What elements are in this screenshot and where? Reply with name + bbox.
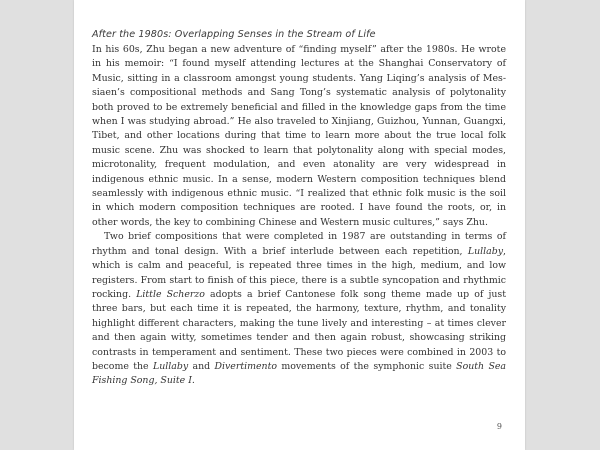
text-run: .: [191, 375, 195, 387]
text-run: adopts a brief Cantonese folk song theme made up of just three bars, but each time it is repeated, the harmony, texture, rhythm, and tonality highlight different characters, making the tune lively and interesting – at times clever and then again witty, sometimes tender and then again robust, showcasing striking contrasts in temperament and sentiment. These two pieces were combined in 2003 to become the: [92, 288, 507, 372]
italic-title: Lullaby: [152, 360, 189, 372]
paragraph-2: [92, 230, 506, 388]
page-content: [92, 28, 506, 389]
paragraph-1: [92, 43, 506, 230]
italic-title: South Sea Fishing Song, Suite I: [92, 360, 507, 387]
text-run: Two brief compositions that were completed in 1987 are outstanding in terms of rhythm and tonal design. With a brief interlude between each repetition,: [92, 231, 506, 257]
text-run: movements of the symphonic suite: [276, 360, 457, 372]
page-number: 9: [496, 422, 502, 431]
italic-title: Little Scherzo: [136, 288, 205, 300]
text-run: In his 60s, Zhu began a new adventure of “finding myself” after the 1980s. He wrote in his memoir: “I found myself attending lectures at the Shanghai Conservatory of Music, sitting in a classroom amongst young students. Yang Liqing’s analysis of Messiaen’s compositional methods and Sang Tong’s systematic analysis of polytonality both proved to be extremely beneficial and filled in the knowledge gaps from the time when I was studying abroad.” He also traveled to Xinjiang, Guizhou, Yunnan, Guangxi, Tibet, and other locations during that time to learn more about the true local folk music scene. Zhu was shocked to learn that polytonality along with special modes, microtonality, frequent modulation, and even atonality are very widespread in indigenous ethnic music. In a sense, modern Western composition techniques blend seamlessly with indigenous ethnic music. “I realized that ethnic folk music is the soil in which modern composition techniques are rooted. I have found the roots, or, in other words, the key to combining Chinese and Western music cultures,” says Zhu.: [92, 44, 506, 228]
text-run: , which is calm and peaceful, is repeated three times in the high, medium, and low registers. From start to finish of this piece, there is a subtle syncopation and rhythmic rocking.: [92, 245, 506, 300]
document-page: [74, 0, 525, 450]
italic-title: Divertimento: [214, 360, 277, 372]
section-heading: After the 1980s: Overlapping Senses in the Stream of Life: [92, 29, 376, 40]
italic-title: Lullaby: [467, 245, 504, 257]
text-run: and: [188, 360, 215, 372]
